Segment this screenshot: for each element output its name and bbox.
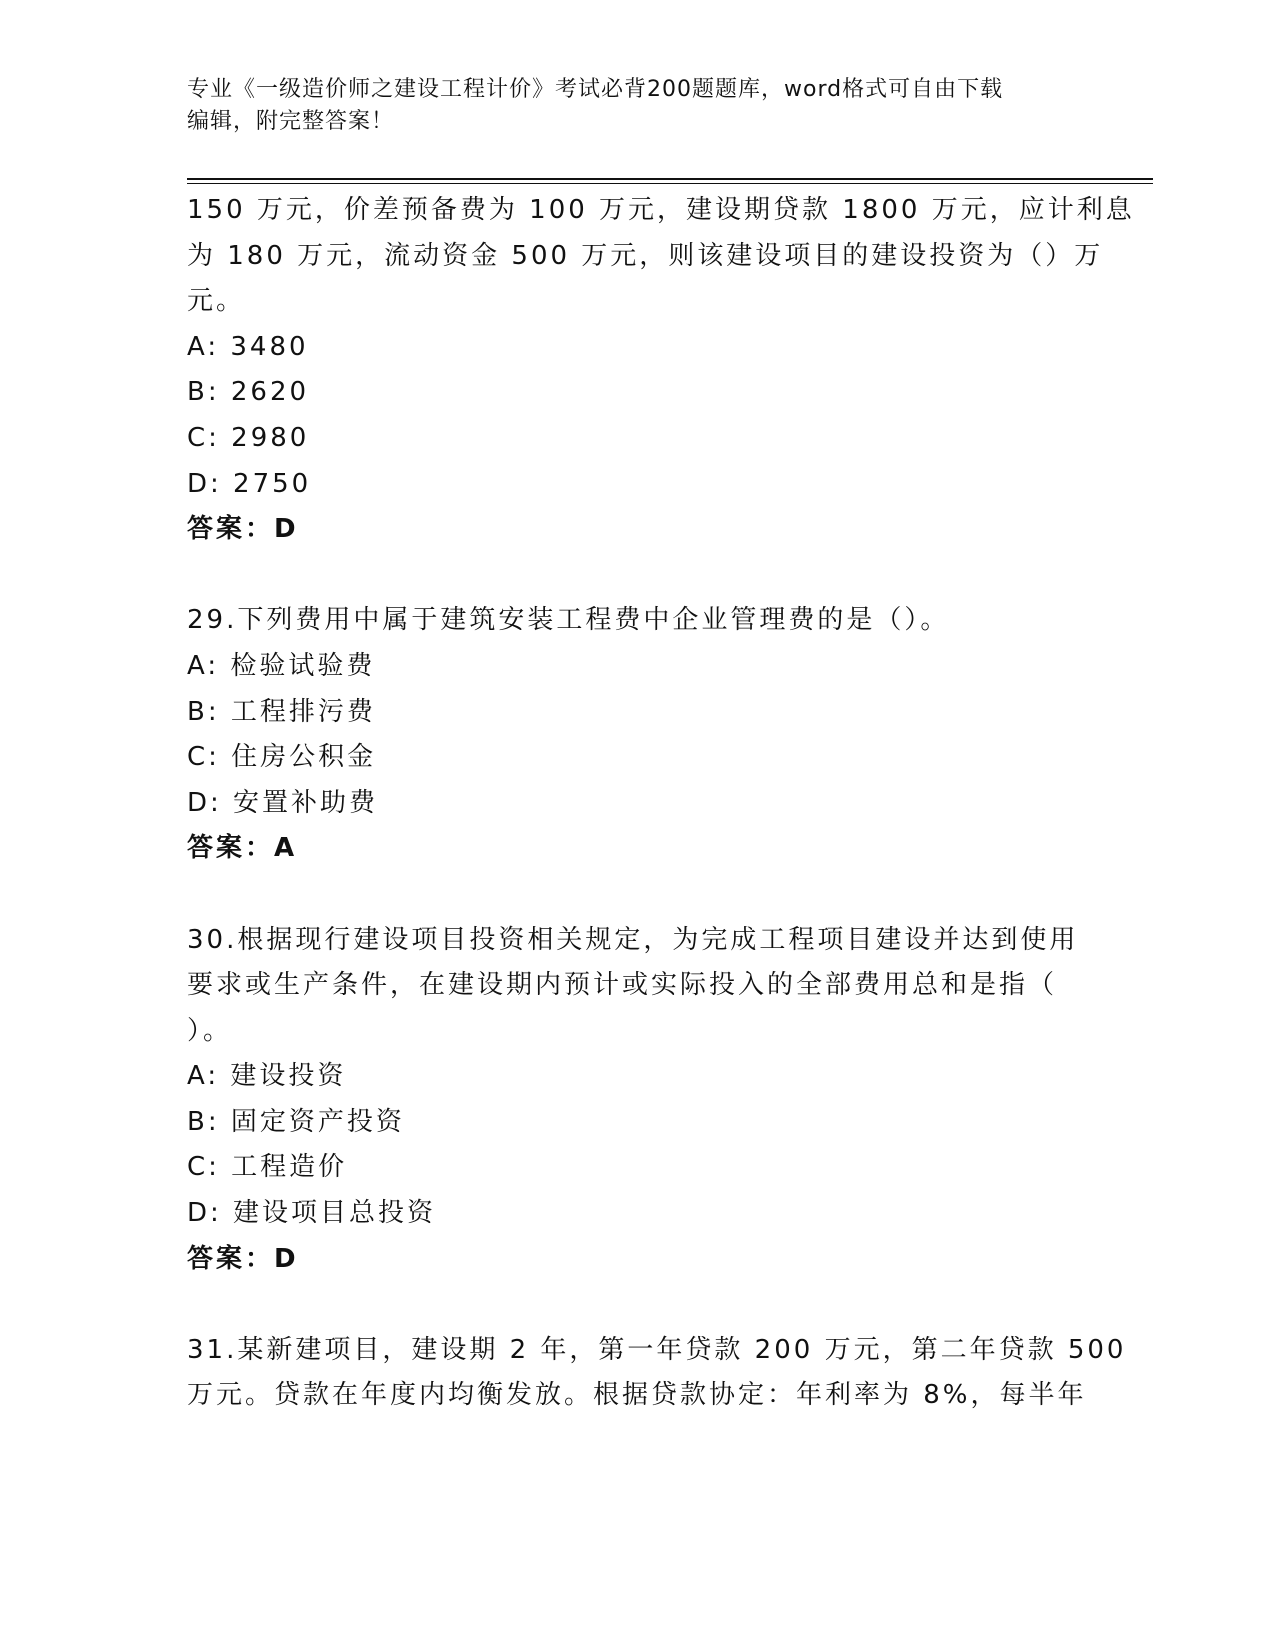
spacer	[187, 872, 1077, 918]
header-divider-thin	[187, 183, 1153, 184]
option-a: A: 3480	[187, 331, 309, 362]
question-stem-line: ）。	[187, 1015, 233, 1046]
spacer	[187, 553, 1077, 599]
option-b: B: 2620	[187, 377, 310, 408]
question-30	[187, 918, 1077, 1283]
header-divider-thick	[187, 178, 1153, 180]
question-28	[187, 188, 1135, 553]
question-stem-line: 万元。贷款在年度内均衡发放。根据贷款协定：年利率为 8%，每半年	[187, 1380, 1087, 1411]
option-c: C: 住房公积金	[187, 742, 377, 773]
spacer	[187, 1282, 1077, 1328]
question-stem-line: 为 180 万元，流动资金 500 万元，则该建设项目的建设投资为（）万	[187, 240, 1104, 271]
question-stem-line: 元。	[187, 286, 246, 317]
option-d: D: 建设项目总投资	[187, 1198, 437, 1229]
question-stem-line: 150 万元，价差预备费为 100 万元，建设期贷款 1800 万元，应计利息	[187, 195, 1135, 225]
document-body	[187, 188, 1135, 1419]
question-stem-line: 31.某新建项目，建设期 2 年，第一年贷款 200 万元，第二年贷款 500	[187, 1334, 1127, 1365]
option-a: A: 建设投资	[187, 1061, 347, 1092]
question-stem-line: 要求或生产条件，在建设期内预计或实际投入的全部费用总和是指（	[187, 970, 1058, 1001]
option-d: D: 2750	[187, 468, 312, 499]
header-line-2: 编辑，附完整答案！	[187, 109, 395, 134]
question-stem-line: 29.下列费用中属于建筑安装工程费中企业管理费的是（）。	[187, 605, 950, 636]
option-a: A: 检验试验费	[187, 650, 376, 681]
answer: 答案：A	[187, 833, 298, 864]
option-c: C: 2980	[187, 422, 310, 453]
option-c: C: 工程造价	[187, 1152, 348, 1183]
answer: 答案：D	[187, 1243, 299, 1274]
question-29	[187, 598, 1077, 872]
option-b: B: 固定资产投资	[187, 1106, 405, 1137]
question-stem-line: 30.根据现行建设项目投资相关规定，为完成工程项目建设并达到使用	[187, 924, 1079, 955]
question-31	[187, 1328, 1127, 1419]
header-line-1: 专业《一级造价师之建设工程计价》考试必背200题题库，word格式可自由下载	[187, 77, 1004, 102]
option-d: D: 安置补助费	[187, 787, 379, 818]
option-b: B: 工程排污费	[187, 696, 376, 727]
answer: 答案：D	[187, 514, 299, 545]
document-header	[187, 74, 1067, 138]
